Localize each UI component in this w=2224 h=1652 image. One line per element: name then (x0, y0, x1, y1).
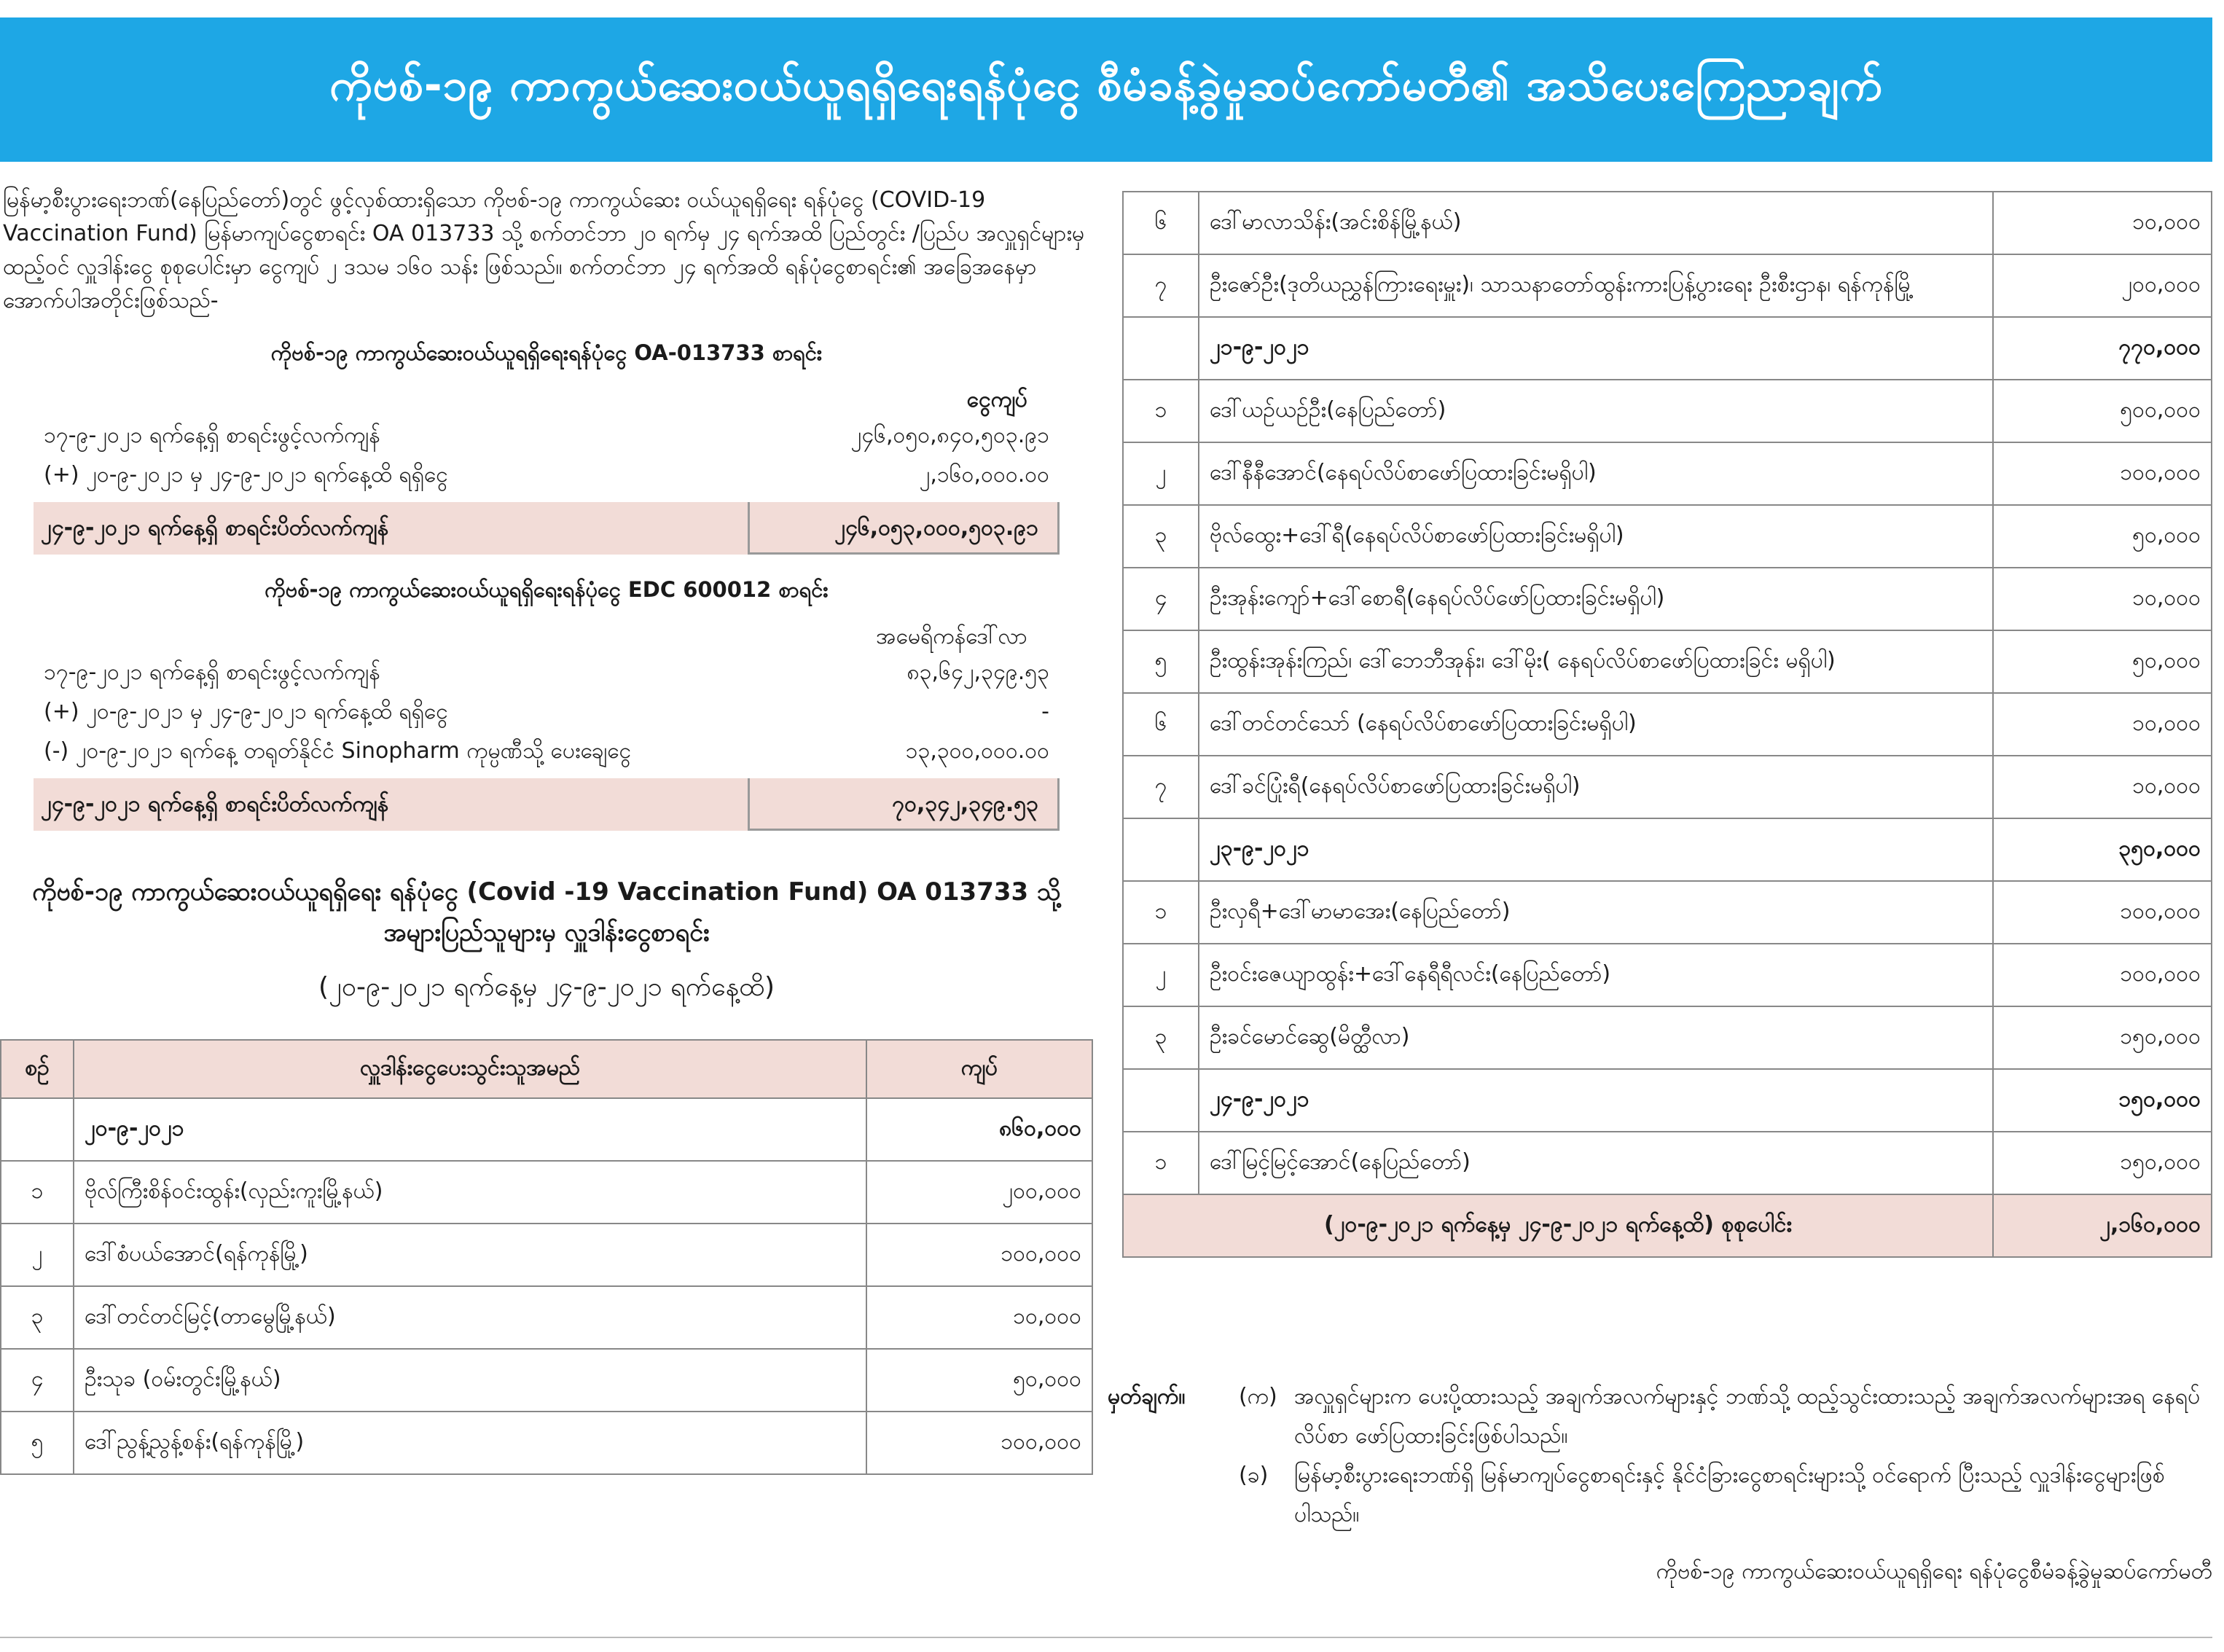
row-number: ၇ (1123, 254, 1199, 317)
note-mark: (ခ) (1239, 1463, 1269, 1488)
donor-name: ၂၀-၉-၂၀၂၁ (74, 1098, 866, 1161)
account-edc-row (0, 732, 1093, 771)
page-title: ကိုဗစ်-၁၉ ကာကွယ်ဆေးဝယ်ယူရရှိရေးရန်ပုံငွေ စီမံခန့်ခွဲမှုဆပ်ကော်မတီ၏ အသိပေးကြေညာချက် (329, 60, 1883, 111)
row-label: ၁၇-၉-၂၀၂၁ ရက်နေ့ရှိ စာရင်းဖွင့်လက်ကျန် (44, 423, 380, 448)
donor-name: ဦးအုန်းကျော်+ဒေါ်စောရီ(နေရပ်လိပ်ဖော်ပြထားခြင်းမရှိပါ) (1199, 568, 1993, 630)
note-text: အလှူရှင်များက ပေးပို့ထားသည့် အချက်အလက်များနှင့် ဘဏ်သို့ ထည့်သွင်းထားသည့် အချက်အလက်များအရ နေရပ်လိပ်စာ ဖော်ပြထားခြင်းဖြစ်ပါသည်။ (1294, 1384, 2201, 1449)
row-number (1123, 317, 1199, 380)
row-amount: ၁၃,၃၀၀,၀၀၀.၀၀ (905, 738, 1049, 764)
notes-section (1108, 1377, 2212, 1592)
row-number: ၁ (1123, 881, 1199, 944)
table-row (1, 1224, 1092, 1286)
row-number: ၇ (1123, 756, 1199, 818)
account-edc-row (0, 692, 1093, 732)
donation-table-left (0, 1039, 1093, 1475)
table-row (1123, 380, 2212, 442)
row-number (1, 1098, 74, 1161)
account-edc-row (0, 653, 1093, 692)
row-number: ၂ (1123, 442, 1199, 505)
donation-amount: ၅၀၀,၀၀၀ (1993, 380, 2212, 442)
donation-amount: ၈၆၀,၀၀၀ (866, 1098, 1092, 1161)
left-column (0, 184, 1093, 1475)
date-subtotal-row (1, 1098, 1092, 1161)
total-amount: ၂၄၆,၀၅၃,၀၀၀,၅၀၃.၉၁ (748, 502, 1060, 555)
donor-name: ဦးထွန်းအုန်းကြည်၊ ဒေါ်ဘေဘီအုန်း၊ ဒေါ်မိုး( နေရပ်လိပ်စာဖော်ပြထားခြင်း မရှိပါ) (1199, 630, 1993, 693)
row-label: (-) ၂၀-၉-၂၀၂၁ ရက်နေ့ တရုတ်နိုင်ငံ Sinopharm ကုမ္ပဏီသို့ ပေးချေငွေ (44, 738, 632, 764)
fund-heading (0, 872, 1093, 953)
donation-amount: ၁၀၀,၀၀၀ (1993, 881, 2212, 944)
row-label: (+) ၂၀-၉-၂၀၂၁ မှ ၂၄-၉-၂၀၂၁ ရက်နေ့ထိ ရရှိငွေ (44, 699, 448, 724)
row-number: ၃ (1123, 1006, 1199, 1069)
row-amount: ၂,၁၆၀,၀၀၀.၀၀ (919, 462, 1049, 488)
donor-name: ဦးလှရီ+ဒေါ်မာမာအေး(နေပြည်တော်) (1199, 881, 1993, 944)
total-label: ၂၄-၉-၂၀၂၁ ရက်နေ့ရှိ စာရင်းပိတ်လက်ကျန် (41, 791, 389, 817)
fund-heading-line1: ကိုဗစ်-၁၉ ကာကွယ်ဆေးဝယ်ယူရရှိရေး ရန်ပုံငွေ (Covid -19 Vaccination Fund) OA 013733 သို့ (32, 877, 1061, 907)
row-label: (+) ၂၀-၉-၂၀၂၁ မှ ၂၄-၉-၂၀၂၁ ရက်နေ့ထိ ရရှိငွေ (44, 462, 448, 488)
table-row (1123, 630, 2212, 693)
table-row (1123, 505, 2212, 568)
account-edc-currency: အမေရိကန်ဒေါ်လာ (876, 624, 1027, 649)
account-oa-row (0, 416, 1093, 455)
note-item (1108, 1377, 2212, 1456)
row-number: ၆ (1123, 693, 1199, 756)
donation-amount: ၁၀၀,၀၀၀ (866, 1412, 1092, 1474)
donation-amount: ၇၇၀,၀၀၀ (1993, 317, 2212, 380)
date-subtotal-row (1123, 818, 2212, 881)
donation-amount: ၁၅၀,၀၀၀ (1993, 1069, 2212, 1132)
donation-amount: ၁၀၀,၀၀၀ (1993, 442, 2212, 505)
account-oa (0, 384, 1093, 555)
donation-amount: ၁၀,၀၀၀ (1993, 756, 2212, 818)
donation-amount: ၁၀,၀၀၀ (1993, 192, 2212, 254)
table-row (1123, 442, 2212, 505)
table-row (1, 1286, 1092, 1349)
col-no-header: စဉ် (1, 1040, 74, 1098)
donation-amount: ၃၅၀,၀၀၀ (1993, 818, 2212, 881)
notes-heading: မှတ်ချက်။ (1108, 1384, 1186, 1409)
table-row (1123, 254, 2212, 317)
table-row (1123, 944, 2212, 1006)
donor-name: ဒေါ်ညွန့်ညွန့်စန်း(ရန်ကုန်မြို့) (74, 1412, 866, 1474)
row-number: ၃ (1, 1286, 74, 1349)
donor-name: ဒေါ်နီနီအောင်(နေရပ်လိပ်စာဖော်ပြထားခြင်းမရှိပါ) (1199, 442, 1993, 505)
total-amount: ၇၀,၃၄၂,၃၄၉.၅၃ (748, 778, 1060, 831)
bottom-divider (0, 1637, 2212, 1638)
donor-name: ဗိုလ်ကြီးစိန်ဝင်းထွန်း(လှည်းကူးမြို့နယ်) (74, 1161, 866, 1224)
donation-table-right (1122, 191, 2212, 1258)
donor-name: ၂၃-၉-၂၀၂၁ (1199, 818, 1993, 881)
date-subtotal-row (1123, 317, 2212, 380)
donation-amount: ၂၀၀,၀၀၀ (866, 1161, 1092, 1224)
donor-name: ဒေါ်မာလာသိန်း(အင်းစိန်မြို့နယ်) (1199, 192, 1993, 254)
grand-total-row (1123, 1194, 2212, 1257)
donor-name: ဦးဝင်းဇေယျာထွန်း+ဒေါ်နေရီရီလင်း(နေပြည်တော်) (1199, 944, 1993, 1006)
fund-period: (၂၀-၉-၂၀၂၁ ရက်နေ့မှ ၂၄-၉-၂၀၂၁ ရက်နေ့ထိ) (318, 972, 775, 1002)
table-row (1, 1412, 1092, 1474)
col-amount-header: ကျပ် (866, 1040, 1092, 1098)
account-oa-title: ကိုဗစ်-၁၉ ကာကွယ်ဆေးဝယ်ယူရရှိရေးရန်ပုံငွေ OA-013733 စာရင်း (270, 340, 823, 365)
donor-name: ၂၁-၉-၂၀၂၁ (1199, 317, 1993, 380)
account-oa-currency: ငွေကျပ် (966, 387, 1027, 412)
table-row (1, 1161, 1092, 1224)
donor-name: ဦးသုခ (ဝမ်းတွင်းမြို့နယ်) (74, 1349, 866, 1412)
donor-name: ဒေါ်ယဉ်ယဉ်ဦး(နေပြည်တော်) (1199, 380, 1993, 442)
account-edc (0, 621, 1093, 831)
donation-amount: ၂၀၀,၀၀၀ (1993, 254, 2212, 317)
account-edc-total (34, 778, 1060, 831)
donation-amount: ၁၀၀,၀၀၀ (1993, 944, 2212, 1006)
grand-total-amount: ၂,၁၆၀,၀၀၀ (1993, 1194, 2212, 1257)
note-item (1108, 1456, 2212, 1535)
signature: ကိုဗစ်-၁၉ ကာကွယ်ဆေးဝယ်ယူရရှိရေး ရန်ပုံငွေစီမံခန့်ခွဲမှုဆပ်ကော်မတီ (1656, 1559, 2212, 1584)
donor-name: ဗိုလ်ထွေး+ဒေါ်ရီ(နေရပ်လိပ်စာဖော်ပြထားခြင်းမရှိပါ) (1199, 505, 1993, 568)
row-number: ၆ (1123, 192, 1199, 254)
account-oa-row (0, 455, 1093, 495)
row-number: ၁ (1123, 1132, 1199, 1194)
donation-amount: ၁၅၀,၀၀၀ (1993, 1132, 2212, 1194)
row-number: ၄ (1123, 568, 1199, 630)
row-amount: ၂၄၆,၀၅၀,၈၄၀,၅၀၃.၉၁ (850, 423, 1049, 448)
row-label: ၁၇-၉-၂၀၂၁ ရက်နေ့ရှိ စာရင်းဖွင့်လက်ကျန် (44, 659, 380, 685)
row-number: ၄ (1, 1349, 74, 1412)
row-number: ၅ (1123, 630, 1199, 693)
donation-amount: ၅၀,၀၀၀ (1993, 630, 2212, 693)
table-row (1123, 756, 2212, 818)
row-number: ၅ (1, 1412, 74, 1474)
row-amount: - (1041, 699, 1049, 724)
donation-amount: ၁၀,၀၀၀ (866, 1286, 1092, 1349)
donation-amount: ၁၀၀,၀၀၀ (866, 1224, 1092, 1286)
right-column (1122, 191, 2212, 1258)
row-number: ၂ (1123, 944, 1199, 1006)
header-banner (0, 17, 2212, 162)
row-number: ၁ (1123, 380, 1199, 442)
date-subtotal-row (1123, 1069, 2212, 1132)
donation-amount: ၅၀,၀၀၀ (866, 1349, 1092, 1412)
total-label: ၂၄-၉-၂၀၂၁ ရက်နေ့ရှိ စာရင်းပိတ်လက်ကျန် (41, 515, 389, 541)
table-header-row (1, 1040, 1092, 1098)
donor-name: ၂၄-၉-၂၀၂၁ (1199, 1069, 1993, 1132)
table-row (1, 1349, 1092, 1412)
donor-name: ဒေါ်တင်တင်မြင့်(တာမွေမြို့နယ်) (74, 1286, 866, 1349)
donor-name: ဒေါ်စံပယ်အောင်(ရန်ကုန်မြို့) (74, 1224, 866, 1286)
account-oa-total (34, 502, 1060, 555)
table-row (1123, 568, 2212, 630)
row-number (1123, 1069, 1199, 1132)
donation-amount: ၁၀,၀၀၀ (1993, 693, 2212, 756)
table-row (1123, 192, 2212, 254)
fund-heading-line2: အများပြည်သူများမှ လှူဒါန်းငွေစာရင်း (383, 918, 710, 947)
donor-name: ဦးခင်မောင်ဆွေ(မိတ္ထီလာ) (1199, 1006, 1993, 1069)
donation-amount: ၁၀,၀၀၀ (1993, 568, 2212, 630)
table-row (1123, 881, 2212, 944)
note-text: မြန်မာ့စီးပွားရေးဘဏ်ရှိ မြန်မာကျပ်ငွေစာရင်းနှင့် နိုင်ငံခြားငွေစာရင်းများသို့ ဝင်ရောက် ပြီးသည့် လှူဒါန်းငွေများဖြစ်ပါသည်။ (1294, 1463, 2165, 1527)
row-amount: ၈၃,၆၄၂,၃၄၉.၅၃ (907, 659, 1049, 685)
row-number (1123, 818, 1199, 881)
table-row (1123, 693, 2212, 756)
donor-name: ဦးဇော်ဦး(ဒုတိယညွှန်ကြားရေးမှူး)၊ သာသနာတော်ထွန်းကားပြန့်ပွားရေး ဦးစီးဌာန၊ ရန်ကုန်မြို့ (1199, 254, 1993, 317)
donation-amount: ၅၀,၀၀၀ (1993, 505, 2212, 568)
table-row (1123, 1006, 2212, 1069)
row-number: ၃ (1123, 505, 1199, 568)
table-row (1123, 1132, 2212, 1194)
row-number: ၁ (1, 1161, 74, 1224)
account-edc-title: ကိုဗစ်-၁၉ ကာကွယ်ဆေးဝယ်ယူရရှိရေးရန်ပုံငွေ EDC 600012 စာရင်း (265, 577, 829, 602)
left-table-body (1, 1098, 1092, 1474)
intro-paragraph: မြန်မာ့စီးပွားရေးဘဏ်(နေပြည်တော်)တွင် ဖွင့်လှစ်ထားရှိသော ကိုဗစ်-၁၉ ကာကွယ်ဆေး ဝယ်ယူရရှိရေး ရန်ပုံငွေ (COVID-19 Vaccination Fund) မြန်မာကျပ်ငွေစာရင်း OA 013733 သို့ စက်တင်ဘာ ၂၀ ရက်မှ ၂၄ ရက်အထိ ပြည်တွင်း /ပြည်ပ အလှူရှင်များမှ ထည့်ဝင် လှူဒါန်းငွေ စုစုပေါင်းမှာ ငွေကျပ် ၂ ဒသမ ၁၆၀ သန်း ဖြစ်သည်။ စက်တင်ဘာ ၂၄ ရက်အထိ ရန်ပုံငွေစာရင်း၏ အခြေအနေမှာ အောက်ပါအတိုင်းဖြစ်သည်- (3, 187, 1085, 313)
donation-amount: ၁၅၀,၀၀၀ (1993, 1006, 2212, 1069)
note-mark: (က) (1239, 1384, 1277, 1409)
grand-total-label: (၂၀-၉-၂၀၂၁ ရက်နေ့မှ ၂၄-၉-၂၀၂၁ ရက်နေ့ထိ) စုစုပေါင်း (1123, 1194, 1993, 1257)
col-name-header: လှူဒါန်းငွေပေးသွင်းသူအမည် (74, 1040, 866, 1098)
donor-name: ဒေါ်တင်တင်သော် (နေရပ်လိပ်စာဖော်ပြထားခြင်းမရှိပါ) (1199, 693, 1993, 756)
donor-name: ဒေါ်မြင့်မြင့်အောင်(နေပြည်တော်) (1199, 1132, 1993, 1194)
row-number: ၂ (1, 1224, 74, 1286)
donor-name: ဒေါ်ခင်ပြုံးရီ(နေရပ်လိပ်စာဖော်ပြထားခြင်းမရှိပါ) (1199, 756, 1993, 818)
right-table-body (1123, 192, 2212, 1194)
